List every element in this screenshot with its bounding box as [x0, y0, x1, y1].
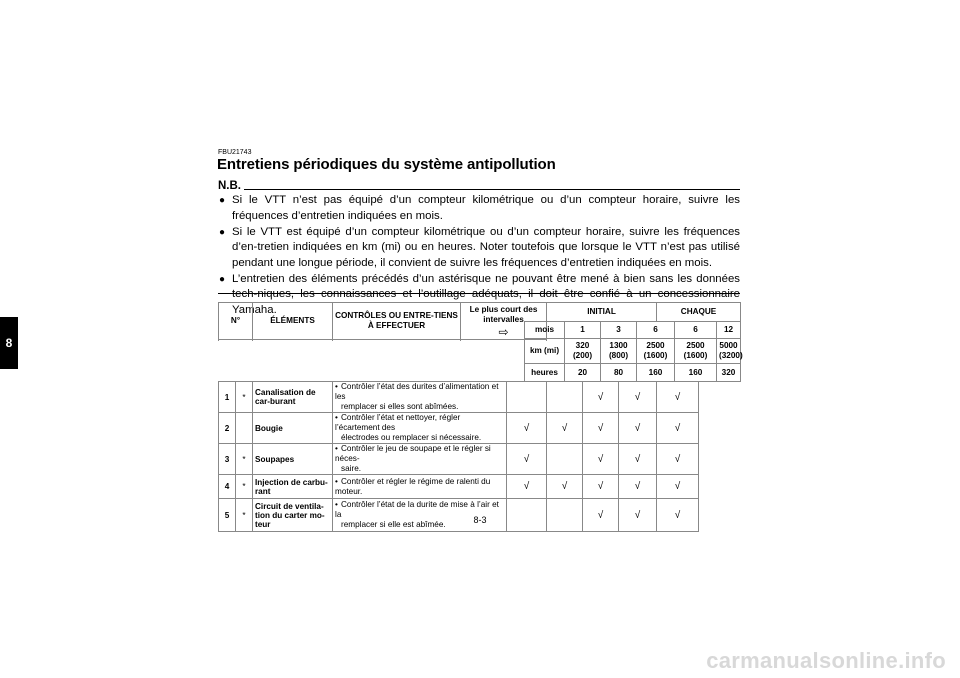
- bullet-icon: ●: [219, 273, 226, 285]
- check-mark-icon: √: [634, 481, 641, 492]
- interval-value: 2500 (1600): [637, 339, 675, 364]
- nb-header: [218, 180, 740, 192]
- check-cell: [583, 413, 619, 444]
- interval-label: Le plus court des intervalles: [469, 305, 538, 324]
- check-mark-icon: √: [523, 422, 530, 434]
- nb-item: [218, 225, 740, 272]
- check-cell: [619, 382, 657, 413]
- table-row: [219, 382, 741, 413]
- check-mark-icon: √: [597, 422, 604, 434]
- bullet-icon: •: [335, 382, 338, 391]
- check-cell: [547, 444, 583, 475]
- row-number: 3: [219, 444, 236, 475]
- check-cell: [657, 475, 699, 499]
- interval-value: 80: [601, 364, 637, 382]
- check-cell: [657, 413, 699, 444]
- row-operation: [333, 413, 507, 444]
- interval-row-months: [525, 322, 741, 339]
- nb-label: N.B.: [218, 180, 241, 192]
- bullet-icon: ●: [219, 195, 226, 206]
- interval-row-hours: [525, 364, 741, 382]
- check-mark-icon: √: [674, 391, 681, 403]
- check-cell: [507, 444, 547, 475]
- interval-unit: km (mi): [525, 339, 565, 364]
- interval-value: 320 (200): [565, 339, 601, 364]
- operation-line: Contrôler l’état de la durite de mise à l’air et la: [335, 500, 499, 519]
- operation-line: Contrôler le jeu de soupape et le régler si néces-: [335, 444, 491, 463]
- check-cell: [507, 382, 547, 413]
- interval-unit: mois: [525, 322, 565, 339]
- row-element: Soupapes: [253, 444, 333, 475]
- doc-code: FBU21743: [218, 149, 252, 156]
- page-number: 8-3: [473, 515, 487, 525]
- check-cell: [619, 444, 657, 475]
- check-mark-icon: √: [597, 481, 604, 492]
- operation-line: Contrôler l’état des durites d’alimentation et les: [335, 382, 499, 401]
- row-number: 4: [219, 475, 236, 499]
- chapter-tab: 8: [0, 317, 18, 369]
- check-mark-icon: √: [674, 509, 681, 521]
- nb-item-text: Si le VTT est équipé d’un compteur kilométrique ou d’un compteur horaire, suivre les fréquences d’en-tretien indiquées en km (mi) ou en heures. Noter toutefois que lorsque le VTT n’est pas utilisé pendant une longue période, il convient de suivre les fréquences d’entretien indiquées en mois.: [232, 225, 740, 269]
- interval-table: [524, 321, 741, 382]
- bullet-icon: •: [335, 413, 338, 422]
- table-row: [219, 475, 741, 499]
- row-number: 1: [219, 382, 236, 413]
- bullet-icon: •: [335, 444, 338, 453]
- check-mark-icon: √: [597, 453, 604, 465]
- row-asterisk: *: [236, 499, 253, 532]
- operation-line: saire.: [341, 464, 362, 473]
- row-operation: [333, 382, 507, 413]
- nb-item-text: L’entretien des éléments précédés d’un astérisque ne pouvant être mené à bien sans les données tech-niques, les connaissances et l’outillage adéquats, il doit être confié à un concessionnaire Yamaha.: [232, 272, 740, 316]
- check-cell: [547, 382, 583, 413]
- interval-unit: heures: [525, 364, 565, 382]
- check-mark-icon: √: [674, 481, 681, 492]
- check-mark-icon: √: [634, 509, 641, 521]
- check-cell: [547, 475, 583, 499]
- interval-value: 6: [637, 322, 675, 339]
- check-cell: [507, 413, 547, 444]
- check-cell: [583, 444, 619, 475]
- interval-value: 160: [675, 364, 717, 382]
- interval-value: 1: [565, 322, 601, 339]
- interval-value: 1300 (800): [601, 339, 637, 364]
- interval-value: 3: [601, 322, 637, 339]
- nb-item-text: Si le VTT n’est pas équipé d’un compteur kilométrique ou d’un compteur horaire, suivre les fréquences d’entretien indiquées en mois.: [232, 194, 740, 222]
- arrow-right-icon: ⇨: [498, 325, 509, 339]
- col-header-num: N°: [219, 303, 253, 340]
- check-cell: [619, 475, 657, 499]
- nb-rule: [244, 189, 740, 190]
- interval-row-km: [525, 339, 741, 364]
- row-asterisk: [236, 413, 253, 444]
- check-mark-icon: √: [597, 391, 604, 403]
- row-element: Canalisation de car-burant: [253, 382, 333, 413]
- check-mark-icon: √: [597, 509, 604, 521]
- check-cell: [583, 475, 619, 499]
- row-asterisk: *: [236, 382, 253, 413]
- check-cell: [619, 413, 657, 444]
- row-element: Injection de carbu-rant: [253, 475, 333, 499]
- check-cell: [657, 444, 699, 475]
- interval-value: 320: [717, 364, 741, 382]
- operation-line: remplacer si elles sont abîmées.: [341, 402, 459, 411]
- col-header-operations: CONTRÔLES OU ENTRE-TIENS À EFFECTUER: [333, 303, 461, 340]
- check-mark-icon: √: [523, 481, 530, 492]
- section-divider: [218, 293, 740, 294]
- col-header-initial: INITIAL: [547, 303, 657, 322]
- watermark: carmanualsonline.info: [706, 648, 946, 673]
- page-title: Entretiens périodiques du système antipollution: [217, 156, 556, 173]
- table-row: [219, 444, 741, 475]
- row-number: 5: [219, 499, 236, 532]
- interval-value: 6: [675, 322, 717, 339]
- check-mark-icon: √: [674, 453, 681, 465]
- row-asterisk: *: [236, 444, 253, 475]
- operation-line: Contrôler et régler le régime de ralenti du moteur.: [335, 476, 491, 496]
- row-operation: [333, 475, 507, 499]
- row-asterisk: *: [236, 475, 253, 499]
- check-mark-icon: √: [561, 481, 568, 492]
- interval-value: 20: [565, 364, 601, 382]
- check-cell: [657, 382, 699, 413]
- interval-value: 160: [637, 364, 675, 382]
- interval-value: 5000 (3200): [717, 339, 741, 364]
- check-cell: [583, 382, 619, 413]
- bullet-icon: •: [335, 476, 338, 486]
- col-header-element: ÉLÉMENTS: [253, 303, 333, 340]
- check-cell: [507, 475, 547, 499]
- maintenance-rows: [218, 381, 741, 532]
- row-element: Bougie: [253, 413, 333, 444]
- row-element: Circuit de ventila-tion du carter mo-teur: [253, 499, 333, 532]
- col-header-every: CHAQUE: [657, 303, 741, 322]
- interval-value: 12: [717, 322, 741, 339]
- row-operation: [333, 444, 507, 475]
- bullet-icon: ●: [219, 226, 226, 238]
- row-number: 2: [219, 413, 236, 444]
- operation-line: électrodes ou remplacer si nécessaire.: [341, 433, 482, 442]
- interval-value: 2500 (1600): [675, 339, 717, 364]
- check-mark-icon: √: [634, 453, 641, 465]
- operation-line: Contrôler l’état et nettoyer, régler l’écartement des: [335, 413, 461, 432]
- check-mark-icon: √: [523, 453, 530, 465]
- check-mark-icon: √: [561, 422, 568, 434]
- check-mark-icon: √: [634, 422, 641, 434]
- bullet-icon: •: [335, 500, 338, 509]
- check-mark-icon: √: [674, 422, 681, 434]
- nb-item: [218, 193, 740, 224]
- nb-list: [218, 193, 740, 319]
- operation-line: remplacer si elle est abîmée.: [341, 520, 446, 529]
- check-mark-icon: √: [634, 391, 641, 403]
- check-cell: [547, 413, 583, 444]
- table-row: [219, 413, 741, 444]
